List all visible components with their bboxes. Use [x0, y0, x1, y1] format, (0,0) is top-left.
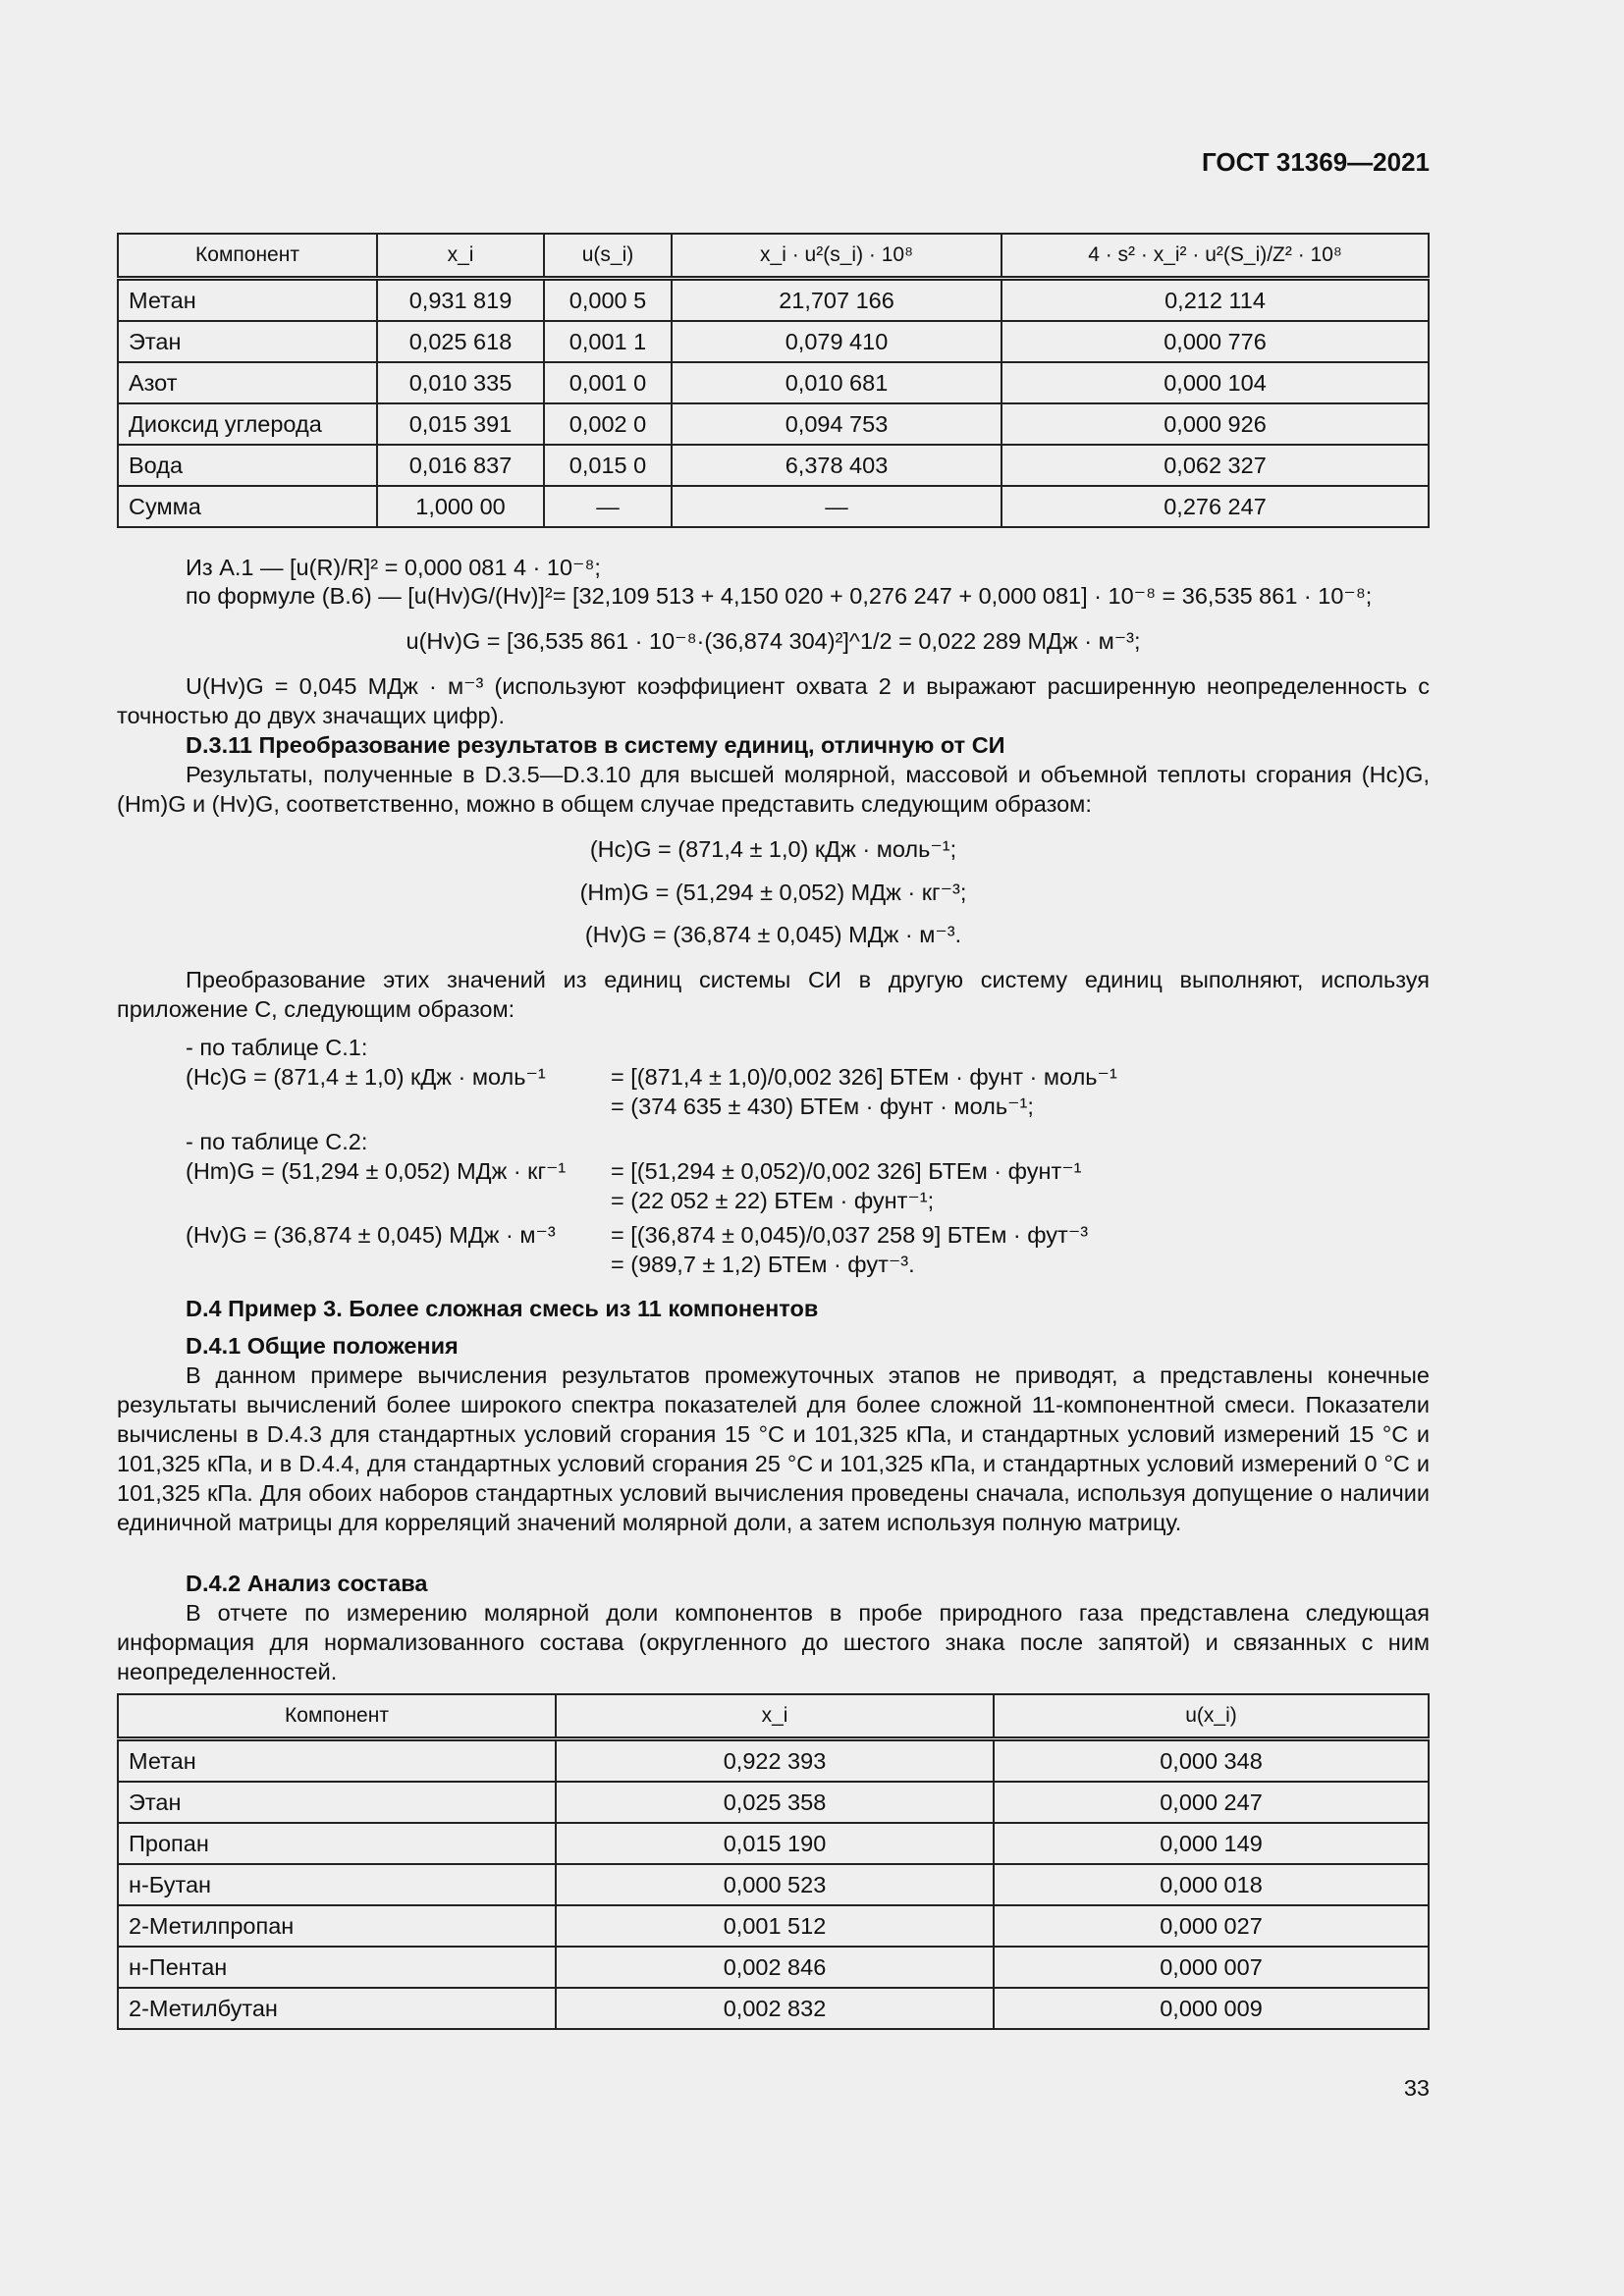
component-name-cell: Сумма	[118, 486, 377, 527]
value-cell: 0,010 681	[672, 362, 1001, 403]
section-heading-d311: D.3.11 Преобразование результатов в систему единиц, отличную от СИ	[186, 732, 1005, 758]
value-cell: —	[544, 486, 672, 527]
table-row	[118, 1864, 1429, 1905]
component-name-cell: Этан	[118, 321, 377, 362]
equation-hc: (Hc)G = (871,4 ± 1,0) кДж · моль⁻¹;	[589, 836, 957, 862]
page-number: 33	[1403, 2075, 1430, 2101]
table-row	[118, 1782, 1429, 1823]
table-row	[118, 1739, 1429, 1783]
value-cell: —	[672, 486, 1001, 527]
calc-line-2: по формуле (B.6) — [u(Hv)G/(Hv)]²= [32,109 513 + 4,150 020 + 0,276 247 + 0,000 081] · 10⁻⁸ = 36,535 861 · 10⁻⁸;	[186, 583, 1373, 609]
composition-table	[117, 1693, 1430, 2030]
paragraph: Преобразование этих значений из единиц системы СИ в другую систему единиц выполняют, используя приложение C, следующим образом:	[117, 967, 1430, 1022]
value-cell: 0,000 523	[556, 1864, 994, 1905]
table-row	[118, 362, 1429, 403]
value-cell: 0,000 027	[994, 1905, 1429, 1947]
uncertainty-table	[117, 233, 1430, 528]
column-header: x_i	[377, 234, 544, 279]
table-row	[118, 1947, 1429, 1988]
value-cell: 0,015 0	[544, 445, 672, 486]
value-cell: 0,000 348	[994, 1739, 1429, 1783]
column-header: u(s_i)	[544, 234, 672, 279]
value-cell: 0,000 926	[1001, 403, 1429, 445]
value-cell: 0,922 393	[556, 1739, 994, 1783]
table-row	[118, 403, 1429, 445]
column-header: u(x_i)	[994, 1694, 1429, 1739]
value-cell: 6,378 403	[672, 445, 1001, 486]
value-cell: 0,000 247	[994, 1782, 1429, 1823]
section-heading-d41: D.4.1 Общие положения	[186, 1333, 459, 1359]
section-heading-d4: D.4 Пример 3. Более сложная смесь из 11 компонентов	[186, 1296, 819, 1321]
column-header: Компонент	[118, 234, 377, 279]
conversion-left: (Hm)G = (51,294 ± 0,052) МДж · кг⁻¹	[186, 1158, 567, 1184]
value-cell: 0,001 0	[544, 362, 672, 403]
conversion-left: (Hc)G = (871,4 ± 1,0) кДж · моль⁻¹	[186, 1064, 546, 1090]
component-name-cell: Азот	[118, 362, 377, 403]
value-cell: 0,002 0	[544, 403, 672, 445]
conversion-right: = (374 635 ± 430) БТЕм · фунт · моль⁻¹;	[611, 1094, 1034, 1119]
value-cell: 21,707 166	[672, 279, 1001, 322]
calc-line-4: U(Hv)G = 0,045 МДж · м⁻³ (используют коэффициент охвата 2 и выражают расширенную неопределенность с точностью до двух значащих цифр).	[117, 673, 1430, 728]
conversion-right: = (989,7 ± 1,2) БТЕм · фут⁻³.	[611, 1252, 915, 1277]
component-name-cell: Диоксид углерода	[118, 403, 377, 445]
table-header-row	[118, 234, 1429, 279]
component-name-cell: Пропан	[118, 1823, 556, 1864]
value-cell: 0,000 007	[994, 1947, 1429, 1988]
value-cell: 0,015 391	[377, 403, 544, 445]
value-cell: 0,079 410	[672, 321, 1001, 362]
equation-hm: (Hm)G = (51,294 ± 0,052) МДж · кг⁻³;	[579, 880, 967, 905]
value-cell: 1,000 00	[377, 486, 544, 527]
table-row	[118, 1905, 1429, 1947]
value-cell: 0,094 753	[672, 403, 1001, 445]
component-name-cell: Вода	[118, 445, 377, 486]
section-heading-d42: D.4.2 Анализ состава	[186, 1571, 428, 1596]
value-cell: 0,276 247	[1001, 486, 1429, 527]
paragraph: Результаты, полученные в D.3.5—D.3.10 для высшей молярной, массовой и объемной теплоты сгорания (Hc)G, (Hm)G и (Hv)G, соответственно, можно в общем случае представить следующим образом:	[117, 762, 1430, 817]
table-header-row	[118, 1694, 1429, 1739]
column-header: x_i	[556, 1694, 994, 1739]
value-cell: 0,010 335	[377, 362, 544, 403]
value-cell: 0,931 819	[377, 279, 544, 322]
value-cell: 0,000 009	[994, 1988, 1429, 2029]
table-row	[118, 445, 1429, 486]
value-cell: 0,002 846	[556, 1947, 994, 1988]
component-name-cell: Этан	[118, 1782, 556, 1823]
column-header: Компонент	[118, 1694, 556, 1739]
value-cell: 0,062 327	[1001, 445, 1429, 486]
conversion-right: = [(871,4 ± 1,0)/0,002 326] БТЕм · фунт · моль⁻¹	[611, 1064, 1117, 1090]
calc-line-3: u(Hv)G = [36,535 861 · 10⁻⁸·(36,874 304)²]^1/2 = 0,022 289 МДж · м⁻³;	[406, 628, 1141, 654]
value-cell: 0,000 149	[994, 1823, 1429, 1864]
column-header: x_i · u²(s_i) · 10⁸	[672, 234, 1001, 279]
value-cell: 0,015 190	[556, 1823, 994, 1864]
column-header: 4 · s² · x_i² · u²(S_i)/Z² · 10⁸	[1001, 234, 1429, 279]
value-cell: 0,000 776	[1001, 321, 1429, 362]
value-cell: 0,000 018	[994, 1864, 1429, 1905]
value-cell: 0,002 832	[556, 1988, 994, 2029]
value-cell: 0,000 104	[1001, 362, 1429, 403]
component-name-cell: н-Пентан	[118, 1947, 556, 1988]
value-cell: 0,001 1	[544, 321, 672, 362]
conversion-left: (Hv)G = (36,874 ± 0,045) МДж · м⁻³	[186, 1222, 556, 1248]
conversion-right: = (22 052 ± 22) БТЕм · фунт⁻¹;	[611, 1188, 935, 1213]
paragraph: В отчете по измерению молярной доли компонентов в пробе природного газа представлена следующая информация для нормализованного состава (округленного до шестого знака после запятой) и связанных с ним неопределенностей.	[117, 1600, 1430, 1684]
conversion-right: = [(51,294 ± 0,052)/0,002 326] БТЕм · фунт⁻¹	[611, 1158, 1082, 1184]
component-name-cell: Метан	[118, 1739, 556, 1783]
table-row	[118, 1823, 1429, 1864]
paragraph: В данном примере вычисления результатов промежуточных этапов не приводят, а представлены конечные результаты вычислений более широкого спектра показателей для более сложной 11-компонентной смеси. Показатели вычислены в D.4.3 для стандартных условий сгорания 15 °С и 101,325 кПа, и стандартных условий измерений 15 °С и 101,325 кПа, и в D.4.4, для стандартных условий сгорания 25 °С и 101,325 кПа, и стандартных условий измерений 0 °С и 101,325 кПа. Для обоих наборов стандартных условий вычисления проведены сначала, используя допущение о наличии единичной матрицы для корреляций значений молярной доли, а затем используя полную матрицу.	[117, 1362, 1430, 1535]
table-ref-c2: - по таблице C.2:	[186, 1129, 368, 1154]
table-row	[118, 279, 1429, 322]
value-cell: 0,212 114	[1001, 279, 1429, 322]
component-name-cell: Метан	[118, 279, 377, 322]
table-ref-c1: - по таблице C.1:	[186, 1035, 368, 1060]
component-name-cell: н-Бутан	[118, 1864, 556, 1905]
component-name-cell: 2-Метилпропан	[118, 1905, 556, 1947]
conversion-right: = [(36,874 ± 0,045)/0,037 258 9] БТЕм · фут⁻³	[611, 1222, 1089, 1248]
table-row	[118, 1988, 1429, 2029]
table-row	[118, 321, 1429, 362]
document-code: ГОСТ 31369—2021	[1202, 147, 1430, 177]
calc-line-1: Из A.1 — [u(R)/R]² = 0,000 081 4 · 10⁻⁸;	[186, 555, 601, 580]
table-row	[118, 486, 1429, 527]
value-cell: 0,016 837	[377, 445, 544, 486]
value-cell: 0,025 618	[377, 321, 544, 362]
value-cell: 0,000 5	[544, 279, 672, 322]
value-cell: 0,025 358	[556, 1782, 994, 1823]
value-cell: 0,001 512	[556, 1905, 994, 1947]
equation-hv: (Hv)G = (36,874 ± 0,045) МДж · м⁻³.	[584, 922, 962, 947]
component-name-cell: 2-Метилбутан	[118, 1988, 556, 2029]
